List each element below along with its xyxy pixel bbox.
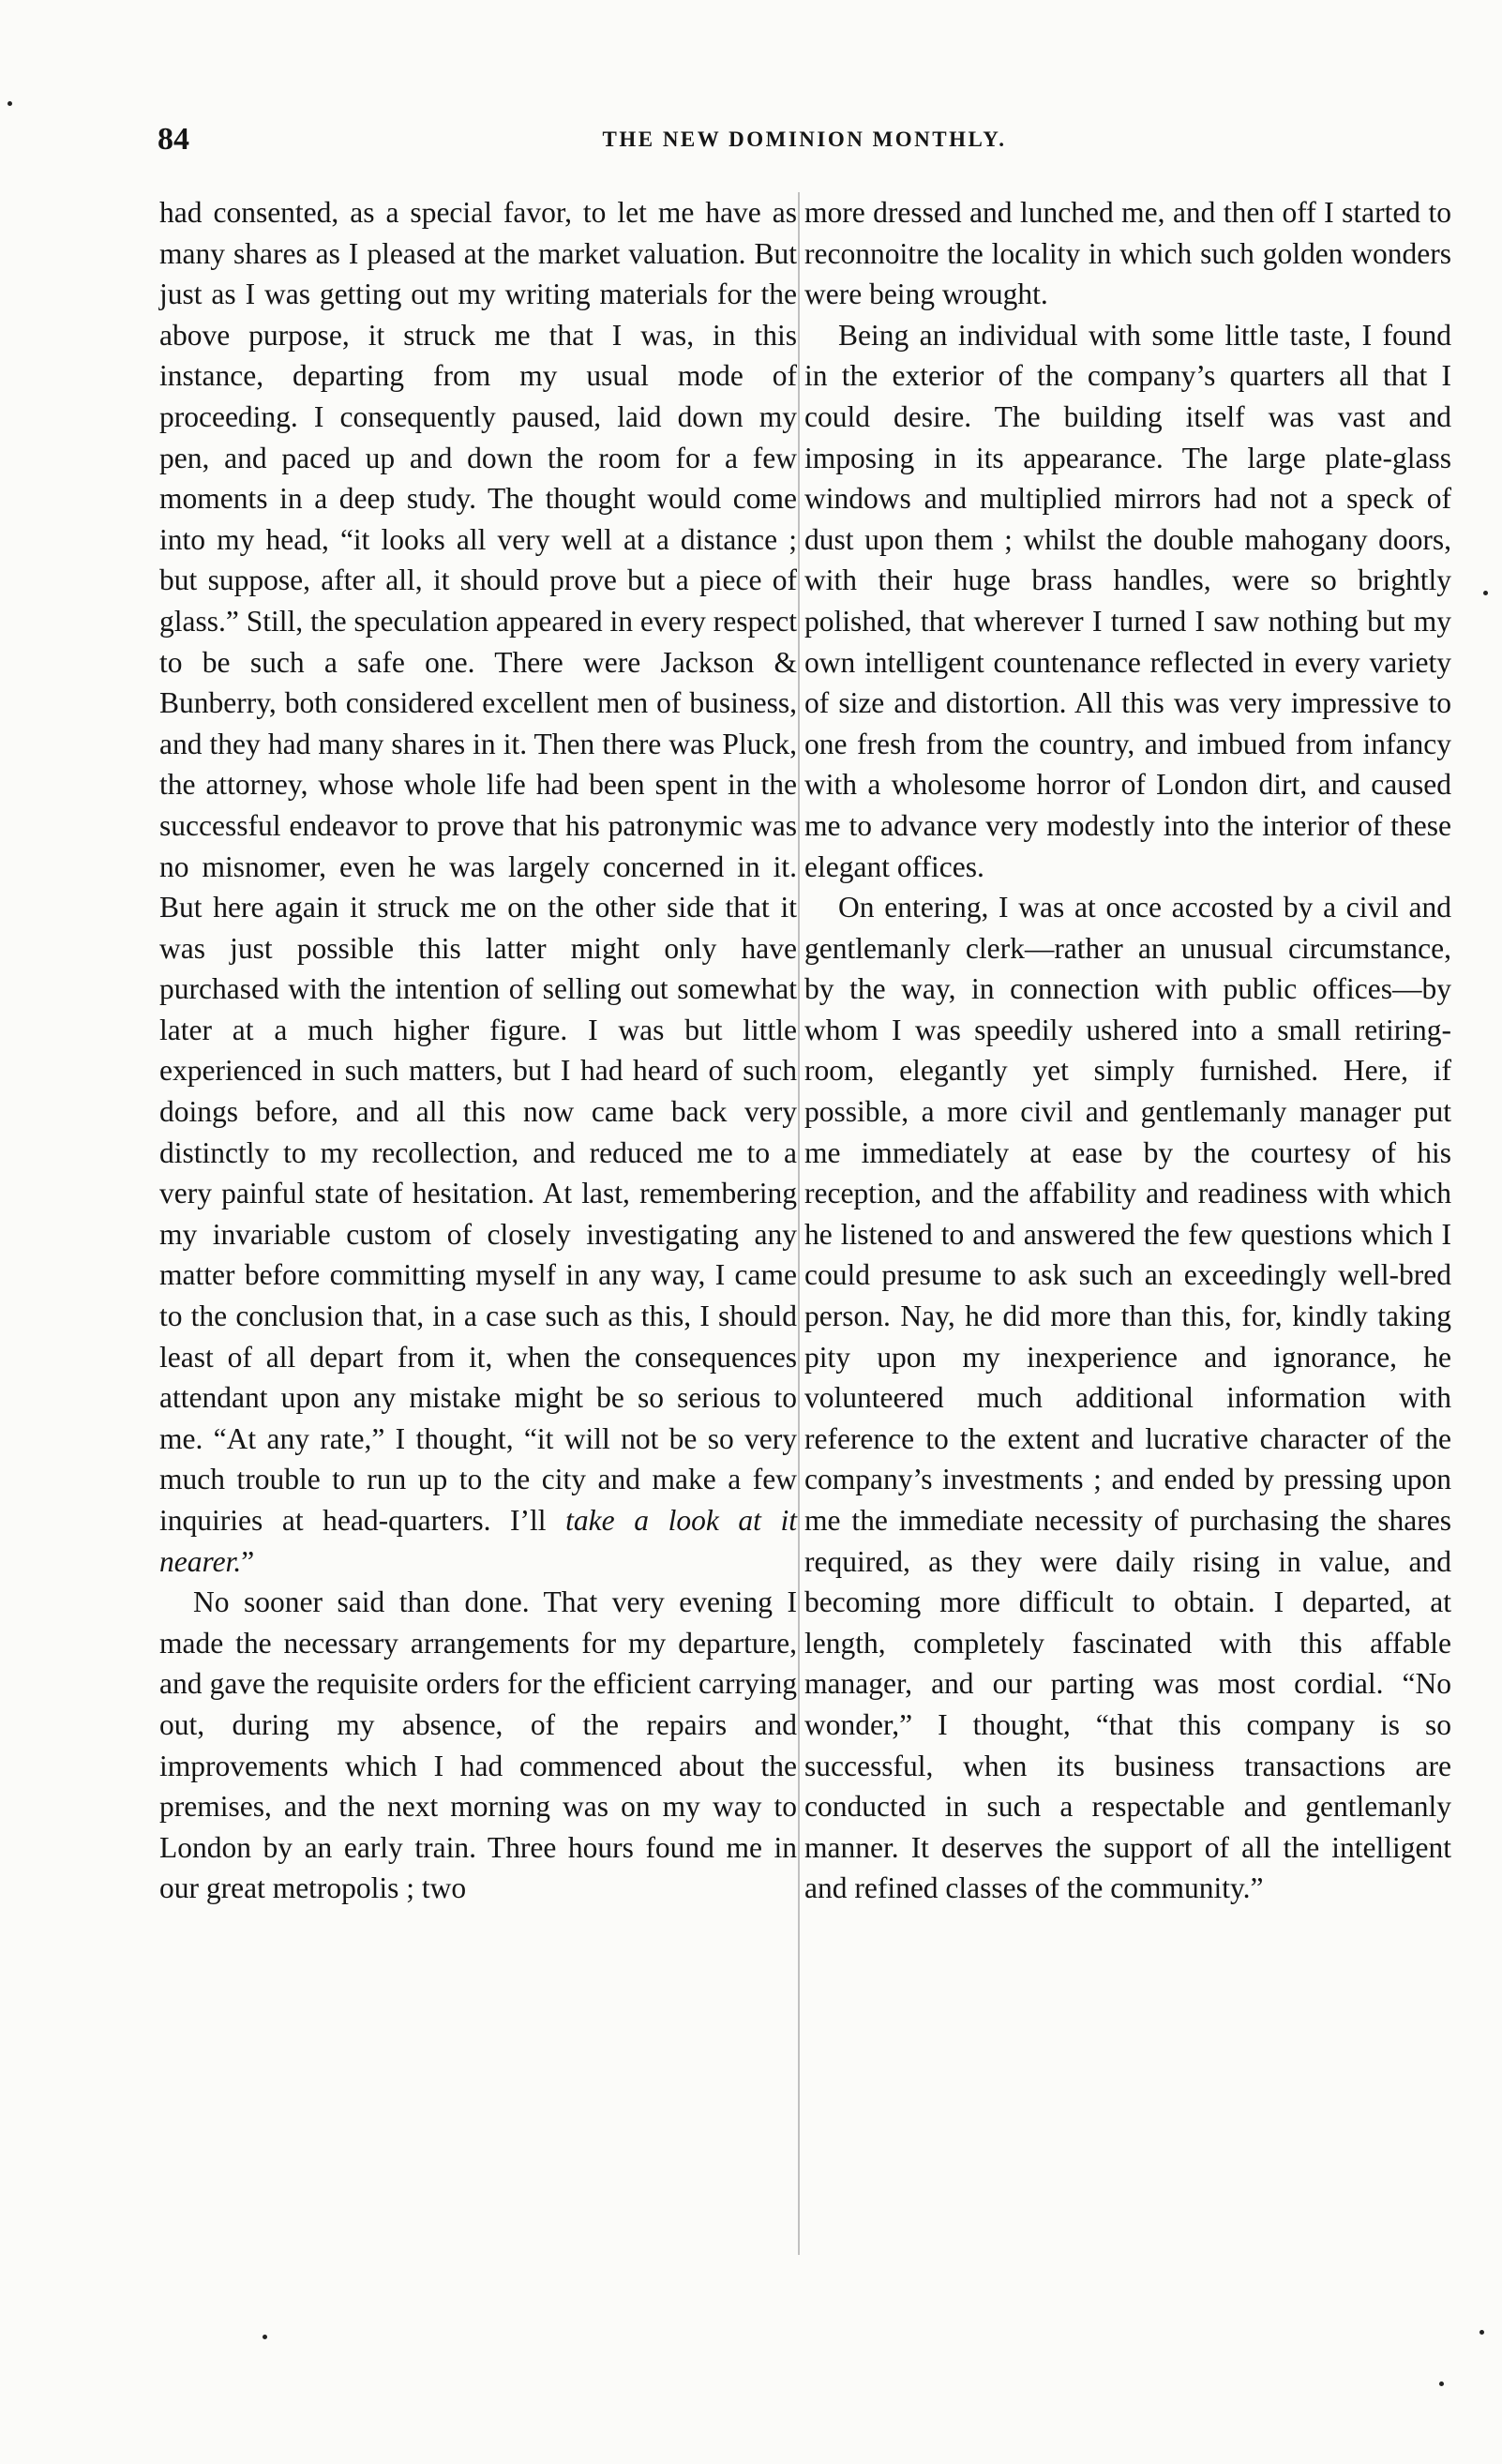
left-paragraph-1 [159, 192, 797, 1582]
column-divider [798, 192, 800, 2255]
left-paragraph-1-text: had consented, as a special favor, to let me have as many shares as I pleased at the market valuation. But just as I was getting out my writing materials for the above purpose, it struck me that I was, in this instance, departing from my usual mode of proceeding. I consequently paused, laid down my pen, and paced up and down the room for a few moments in a deep study. The thought would come into my head, “it looks all very well at a distance ; but suppose, after all, it should prove but a piece of glass.” Still, the speculation appeared in every respect to be such a safe one. There were Jackson & Bunberry, both considered excellent men of business, and they had many shares in it. Then there was Pluck, the attorney, whose whole life had been spent in the successful endeavor to prove that his patronymic was no misnomer, even he was largely concerned in it. But here again it struck me on the other side that it was just possible this latter might only have purchased with the intention of selling out somewhat later at a much higher figure. I was but little experienced in such matters, but I had heard of such doings before, and all this now came back very distinctly to my recollection, and reduced me to a very painful state of hesitation. At last, remembering my invariable custom of closely investigating any matter before committing myself in any way, I came to the conclusion that, in a case such as this, I should least of all depart from it, when the consequences attendant upon any mistake might be so serious to me. “At any rate,” I thought, “it will not be so very much trouble to run up to the city and make a few inquiries at head-quarters. I’ll [159, 196, 797, 1537]
left-column [159, 192, 797, 1909]
right-paragraph-1: more dressed and lunched me, and then off I started to reconnoitre the locality in which such golden wonders were being wrought. [804, 196, 1451, 311]
left-paragraph-1-italic: take a look at it nearer. [159, 1504, 798, 1578]
page-number: 84 [158, 122, 189, 157]
speck-mark [1439, 2381, 1444, 2386]
right-column [804, 192, 1451, 1909]
speck-mark [1483, 591, 1488, 595]
right-paragraph-3: On entering, I was at once accosted by a civil and gentlemanly clerk—rather an unusual circumstance, by the way, in connection with public offices—by whom I was speedily ushered into a small retiring-room, elegantly yet simply furnished. Here, if possible, a more civil and gentlemanly manager put me immediately at ease by the courtesy of his reception, and the affability and readiness with which he listened to and answered the few questions which I could presume to ask such an exceedingly well-bred person. Nay, he did more than this, for, kindly taking pity upon my inexperience and ignorance, he volunteered much additional information with reference to the extent and lucrative character of the company’s investments ; and ended by pressing upon me the immediate necessity of purchasing the shares required, as they were daily rising in value, and becoming more difficult to obtain. I departed, at length, completely fascinated with this affable manager, and our parting was most cordial. “No wonder,” I thought, “that this company is so successful, when its business transactions are conducted in such a respectable and gentlemanly manner. It deserves the support of all the intelligent and refined classes of the community.” [804, 891, 1451, 1905]
page-header [158, 122, 1451, 169]
speck-mark [263, 2335, 267, 2339]
running-title: THE NEW DOMINION MONTHLY. [602, 128, 1007, 151]
left-paragraph-1-close-quote: ” [241, 1544, 255, 1578]
speck-mark [8, 101, 12, 106]
left-paragraph-2: No sooner said than done. That very evening I made the necessary arrangements for my departure, and gave the requisite orders for the efficient carrying out, during my absence, of the repairs and improvements which I had commenced about the premises, and the next morning was on my way to London by an early train. Three hours found me in our great metropolis ; two [159, 1585, 797, 1905]
right-paragraph-2: Being an individual with some little taste, I found in the exterior of the company’s quarters all that I could desire. The building itself was vast and imposing in its appearance. The large plate-glass windows and multiplied mirrors had not a speck of dust upon them ; whilst the double mahogany doors, with their huge brass handles, were so brightly polished, that wherever I turned I saw nothing but my own intelligent countenance reflected in every variety of size and distortion. All this was very impressive to one fresh from the country, and imbued from infancy with a wholesome horror of London dirt, and caused me to advance very modestly into the interior of these elegant offices. [804, 318, 1451, 883]
speck-mark [1479, 2330, 1484, 2335]
